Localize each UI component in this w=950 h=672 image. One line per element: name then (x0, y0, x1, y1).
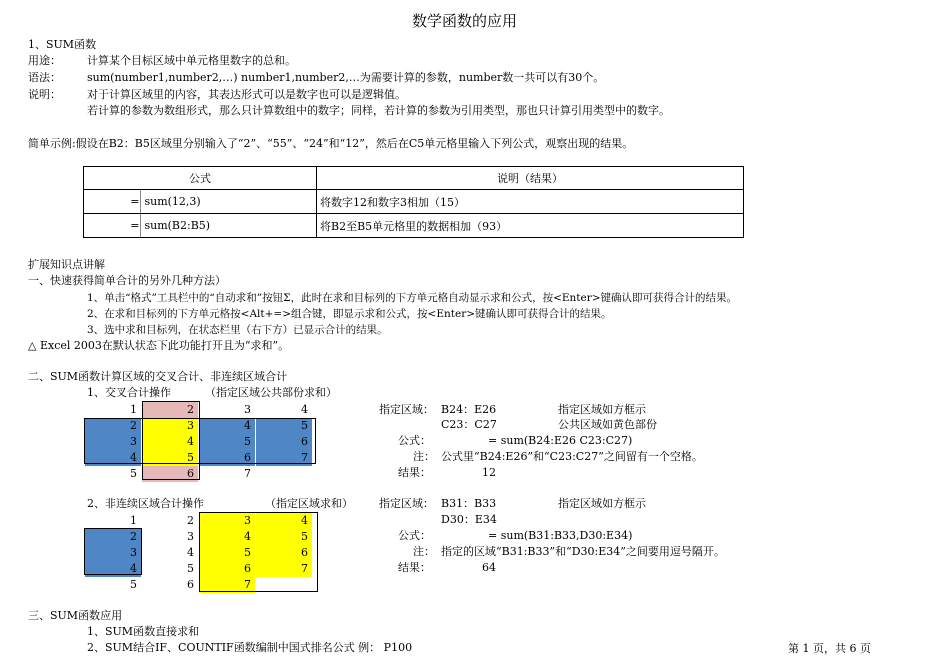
syntax-text: sum(number1,number2,…) number1,number2,…为需要计算的参数，number数一共可以有30个。 (87, 71, 605, 84)
grid-cell: 1 (130, 514, 137, 527)
example-intro: 简单示例:假设在B2：B5区域里分别输入了“2”、“55”、“24”和“12”，然后在C5单元格里输入下列公式，观察出现的结果。 (28, 137, 634, 150)
description-cell: 将数字12和数字3相加（15） (317, 190, 744, 214)
extend-item-3: 3、选中求和目标列，在状态栏里（右下方）已显示合计的结果。 (87, 324, 388, 336)
cross-label: 1、交叉合计操作 (87, 386, 171, 399)
usage-text: 计算某个目标区域中单元格里数字的总和。 (87, 54, 296, 67)
cross-result-label: 结果： (398, 466, 431, 479)
grid-cell: 4 (85, 561, 141, 577)
grid-cell: 2 (85, 529, 141, 545)
grid-cell: 3 (199, 513, 255, 529)
grid-cell: 5 (199, 434, 255, 450)
section3-item-2: 2、SUM结合IF、COUNTIF函数编制中国式排名公式 例： P100 (87, 641, 413, 654)
region-box-b (84, 528, 142, 575)
sum-heading: 1、SUM函数 (28, 38, 97, 51)
grid-cell: 6 (199, 561, 255, 577)
grid-cell: 4 (85, 450, 141, 466)
cross-note: 公式里“B24:E26”和“C23:C27”之间留有一个空格。 (441, 450, 703, 463)
extend-heading: 扩展知识点讲解 (28, 258, 105, 271)
cross-region-1-note: 指定区域如方框示 (558, 403, 646, 416)
section3-heading: 三、SUM函数应用 (28, 609, 123, 622)
grid-cell: 4 (256, 513, 312, 529)
table-row (84, 214, 744, 238)
grid-cell: 5 (142, 450, 198, 466)
noncontig-formula: = sum(B31:B33,D30:E34) (488, 529, 633, 542)
cross-result: 12 (482, 466, 496, 479)
usage-label: 用途： (28, 54, 61, 67)
grid-cell: 7 (199, 577, 255, 593)
grid-cell: 5 (199, 545, 255, 561)
grid-cell: 6 (142, 466, 198, 482)
cross-formula-label: 公式： (398, 434, 431, 447)
grid-cell: 7 (244, 467, 251, 480)
extend-sub-heading: 一、快速获得简单合计的另外几种方法） (28, 274, 226, 287)
formula-cell: sum(12,3) (141, 190, 317, 214)
page-title: 数学函数的应用 (412, 12, 518, 30)
grid-cell: 3 (244, 403, 251, 416)
common-region-box (142, 401, 200, 480)
grid-cell: 1 (130, 403, 137, 416)
grid-cell: 5 (256, 418, 312, 434)
grid-cell: 3 (85, 545, 141, 561)
warning-note: △ Excel 2003在默认状态下此功能打开且为“求和”。 (28, 339, 290, 352)
header-description: 说明（结果） (317, 167, 744, 190)
cross-region-2: C23：C27 (441, 418, 497, 431)
noncontig-formula-label: 公式： (398, 529, 431, 542)
extend-item-1: 1、单击“格式”工具栏中的“自动求和”按钮Σ，此时在求和目标列的下方单元格自动显示求和公式，按<Enter>键确认即可获得合计的结果。 (87, 292, 738, 304)
section2-heading: 二、SUM函数计算区域的交叉合计、非连续区域合计 (28, 370, 288, 383)
cross-region-1: B24：E26 (441, 403, 497, 416)
grid-cell: 4 (142, 434, 198, 450)
syntax-label: 语法： (28, 71, 61, 84)
noncontig-region-2: D30：E34 (441, 513, 497, 526)
formula-cell: sum(B2:B5) (141, 214, 317, 238)
grid-cell: 4 (199, 418, 255, 434)
grid-cell: 2 (187, 514, 194, 527)
extend-item-2: 2、在求和目标列的下方单元格按<Alt+=>组合键，即显示求和公式，按<Enter>键确认即可获得合计的结果。 (87, 308, 612, 320)
cross-formula: = sum(B24:E26 C23:C27) (488, 434, 633, 447)
grid-cell: 4 (187, 546, 194, 559)
noncontig-region-1-note: 指定区域如方框示 (558, 497, 646, 510)
formula-table (83, 166, 744, 238)
region-box-de (199, 512, 318, 592)
grid-cell: 4 (199, 529, 255, 545)
grid-cell: 4 (301, 403, 308, 416)
cross-note-label: 注： (413, 450, 435, 463)
grid-cell: 5 (130, 467, 137, 480)
section3-item-1: 1、SUM函数直接求和 (87, 625, 200, 638)
noncontig-note-label: 注： (413, 545, 435, 558)
noncontig-note: 指定的区域“B31:B33”和“D30:E34”之间要用逗号隔开。 (441, 545, 725, 558)
grid-cell: 6 (199, 450, 255, 466)
grid-cell: 2 (85, 418, 141, 434)
note-label: 说明： (28, 88, 61, 101)
grid-cell: 5 (187, 562, 194, 575)
noncontig-region-label: 指定区域： (379, 497, 434, 510)
noncontig-hint: （指定区域求和） (265, 497, 353, 510)
grid-cell: 3 (142, 418, 198, 434)
noncontig-result: 64 (482, 561, 496, 574)
header-formula: 公式 (84, 167, 317, 190)
grid-cell: 3 (187, 530, 194, 543)
specified-region-box (84, 418, 316, 464)
equals-cell: = (84, 190, 141, 214)
table-row (84, 190, 744, 214)
grid-cell: 6 (256, 545, 312, 561)
noncontig-region-1: B31：B33 (441, 497, 497, 510)
grid-cell: 3 (85, 434, 141, 450)
equals-cell: = (84, 214, 141, 238)
table-header-row (84, 167, 744, 190)
page-footer: 第 1 页，共 6 页 (788, 642, 871, 655)
cross-hint: （指定区域公共部份求和） (205, 386, 337, 399)
description-cell: 将B2至B5单元格里的数据相加（93） (317, 214, 744, 238)
cross-region-label: 指定区域： (379, 403, 434, 416)
grid-cell: 7 (256, 450, 312, 466)
grid-cell: 5 (130, 578, 137, 591)
cross-region-2-note: 公共区域如黄色部份 (558, 418, 657, 431)
note-line-1: 对于计算区域里的内容，其表达形式可以是数字也可以是逻辑值。 (87, 88, 406, 101)
grid-cell: 7 (256, 561, 312, 577)
grid-cell: 2 (142, 402, 198, 418)
noncontig-result-label: 结果： (398, 561, 431, 574)
noncontig-label: 2、非连续区域合计操作 (87, 497, 204, 510)
grid-cell: 5 (256, 529, 312, 545)
grid-cell: 6 (187, 578, 194, 591)
note-line-2: 若计算的参数为数组形式，那么只计算数组中的数字；同样，若计算的参数为引用类型，那也只计算引用类型中的数字。 (87, 104, 670, 117)
grid-cell: 6 (256, 434, 312, 450)
